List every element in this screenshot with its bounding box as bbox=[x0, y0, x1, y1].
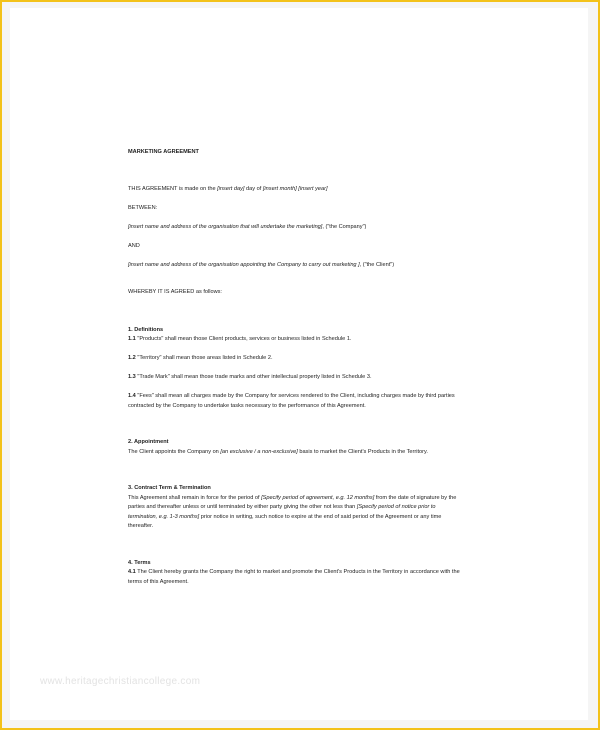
clause-1-4 bbox=[128, 392, 460, 411]
term-text: This Agreement shall remain in force for the period of bbox=[128, 494, 262, 501]
term-text-2: from the date of signature by the parties and thereafter unless or until terminated by either party giving the other not less than bbox=[128, 494, 457, 510]
clause-1-2 bbox=[128, 354, 460, 364]
clause-1-3 bbox=[128, 373, 460, 383]
whereby-clause: WHEREBY IT IS AGREED as follows: bbox=[128, 289, 222, 295]
clause-text: The Client hereby grants the Company the right to market and promote the Client's Products in the Territory in accordance with the terms of this Agreement. bbox=[128, 569, 460, 585]
between-label: BETWEEN: bbox=[128, 204, 158, 211]
term-paragraph bbox=[128, 494, 460, 532]
clause-1-1 bbox=[128, 335, 460, 345]
term-text-3: prior notice in writing, such notice to expire at the end of said period of the Agreement or any time thereafter. bbox=[128, 513, 442, 529]
intro-day-placeholder: [insert day] bbox=[217, 185, 245, 192]
party-client-text: , ("the Client") bbox=[359, 261, 395, 268]
document-body bbox=[128, 148, 460, 587]
clause-number: 1.3 bbox=[128, 374, 136, 380]
clause-text: "Territory" shall mean those areas listed in Schedule 2. bbox=[135, 355, 273, 361]
party-client-placeholder: [insert name and address of the organisation appointing the Company to carry out marketing ] bbox=[128, 261, 360, 268]
section-terms-heading: 4. Terms bbox=[128, 559, 151, 566]
clause-text: "Products" shall mean those Client products, services or business listed in Schedule 1. bbox=[135, 336, 352, 342]
clause-text: "Fees" shall mean all charges made by the Company for services rendered to the Client, including charges made by third parties contracted by the Company to undertake tasks necessary to the performance of this Agreement. bbox=[128, 393, 455, 409]
intro-date-placeholder: [insert month] [insert year] bbox=[262, 185, 328, 192]
party-company-text: , ("the Company") bbox=[322, 223, 367, 230]
party-company bbox=[128, 223, 460, 233]
appointment-paragraph bbox=[128, 448, 460, 458]
clause-number: 1.1 bbox=[128, 336, 136, 342]
section-term-heading: 3. Contract Term & Termination bbox=[128, 485, 211, 491]
document-title: MARKETING AGREEMENT bbox=[128, 149, 199, 155]
clause-number: 1.2 bbox=[128, 355, 136, 361]
intro-text-2: day of bbox=[244, 185, 263, 192]
and-label: AND bbox=[128, 242, 140, 249]
notice-period-placeholder: [Specify period of notice prior to termination, e.g. 1-3 months] bbox=[128, 504, 436, 520]
clause-text: "Trade Mark" shall mean those trade marks and other intellectual property listed in Schedule 3. bbox=[135, 374, 372, 380]
appointment-placeholder: [an exclusive / a non-exclusive] bbox=[220, 448, 298, 455]
appointment-text: The Client appoints the Company on bbox=[128, 448, 221, 455]
watermark-text: www.heritagechristiancollege.com bbox=[40, 676, 201, 687]
party-company-placeholder: [insert name and address of the organisation that will undertake the marketing] bbox=[128, 223, 323, 230]
term-period-placeholder: [Specify period of agreement, e.g. 12 months] bbox=[261, 494, 375, 501]
clause-4-1 bbox=[128, 568, 460, 587]
appointment-text-2: basis to market the Client's Products in the Territory. bbox=[297, 448, 428, 455]
section-appointment-heading: 2. Appointment bbox=[128, 439, 169, 445]
intro-paragraph bbox=[128, 185, 460, 195]
section-definitions-heading: 1. Definitions bbox=[128, 326, 164, 333]
party-client bbox=[128, 261, 460, 271]
clause-number: 4.1 bbox=[128, 569, 136, 575]
intro-text: THIS AGREEMENT is made on the bbox=[128, 185, 218, 192]
clause-number: 1.4 bbox=[128, 393, 136, 399]
